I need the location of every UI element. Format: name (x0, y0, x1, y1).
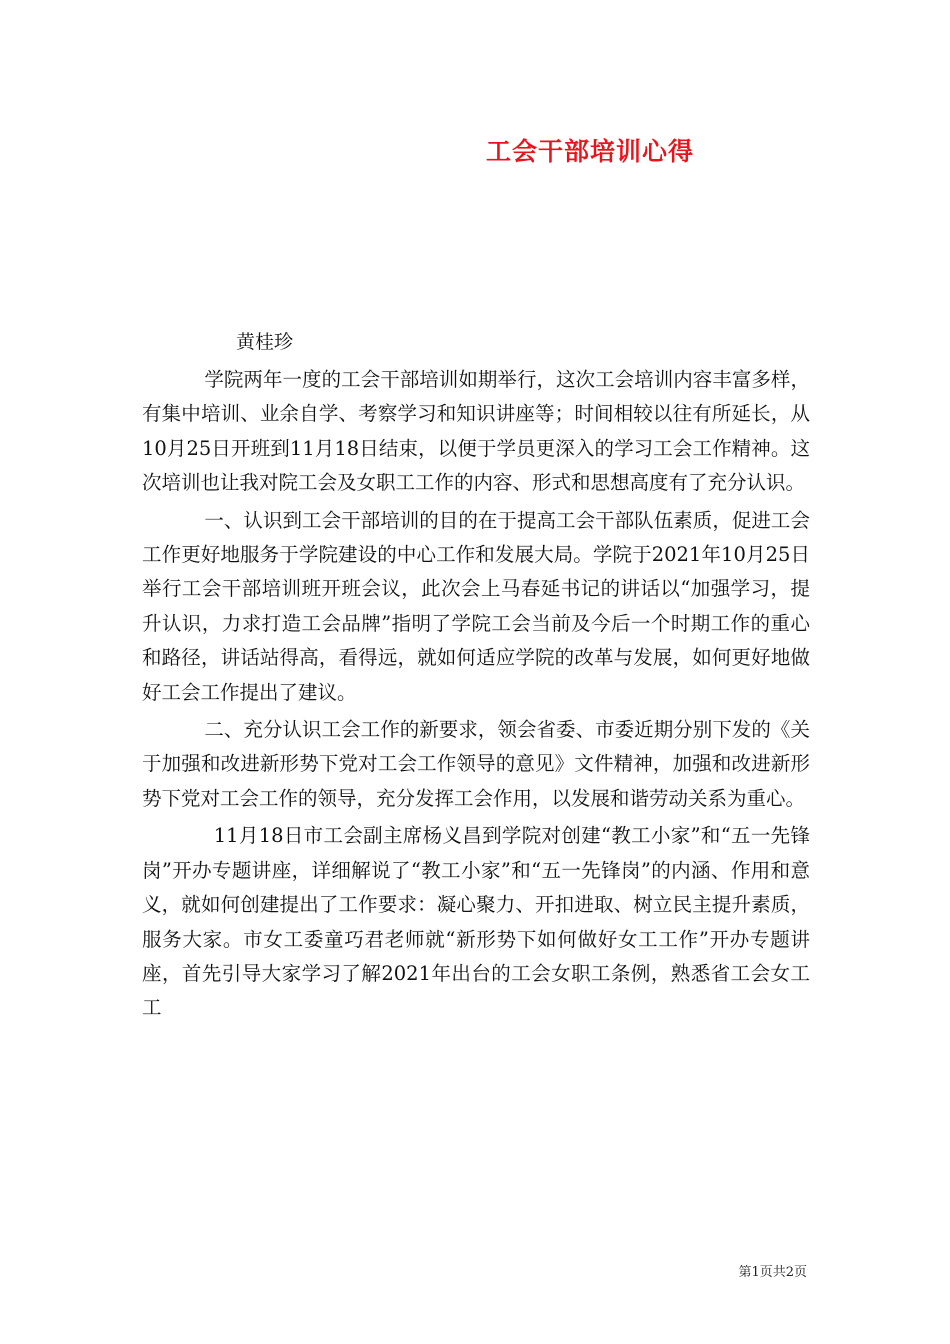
author-name: 黄桂珍 (236, 331, 294, 353)
paragraph-lecture: 11月18日市工会副主席杨义昌到学院对创建“教工小家”和“五一先锋岗”开办专题讲座，详细解说了“教工小家”和“五一先锋岗”的内涵、作用和意义，就如何创建提出了工作要求：凝心聚力、开扣进取、树立民主提升素质，服务大家。市女工委童巧君老师就“新形势下如何做好女工工作”开办专题讲座，首先引导大家学习了解2021年出台的工会女职工条例，熟悉省工会女工工 (142, 824, 810, 1020)
page-number-footer: 第1页共2页 (738, 1265, 807, 1280)
paragraph-section-two: 二、充分认识工会工作的新要求，领会省委、市委近期分别下发的《关于加强和改进新形势下党对工会工作领导的意见》文件精神，加强和改进新形势下党对工会工作的领导，充分发挥工会作用，以发展和谐劳动关系为重心。 (142, 718, 810, 810)
paragraph-section-one: 一、认识到工会干部培训的目的在于提高工会干部队伍素质，促进工会工作更好地服务于学院建设的中心工作和发展大局。学院于2021年10月25日举行工会干部培训班开班会议，此次会上马春延书记的讲话以“加强学习，提升认识，力求打造工会品牌”指明了学院工会当前及今后一个时期工作的重心和路径，讲话站得高，看得远，就如何适应学院的改革与发展，如何更好地做好工会工作提出了建议。 (142, 508, 810, 704)
document-body (142, 363, 810, 1026)
paragraph-intro: 学院两年一度的工会干部培训如期举行，这次工会培训内容丰富多样，有集中培训、业余自学、考察学习和知识讲座等；时间相较以往有所延长，从10月25日开班到11月18日结束，以便于学员更深入的学习工会工作精神。这次培训也让我对院工会及女职工工作的内容、形式和思想高度有了充分认识。 (142, 368, 810, 495)
document-title: 工会干部培训心得 (485, 137, 694, 166)
